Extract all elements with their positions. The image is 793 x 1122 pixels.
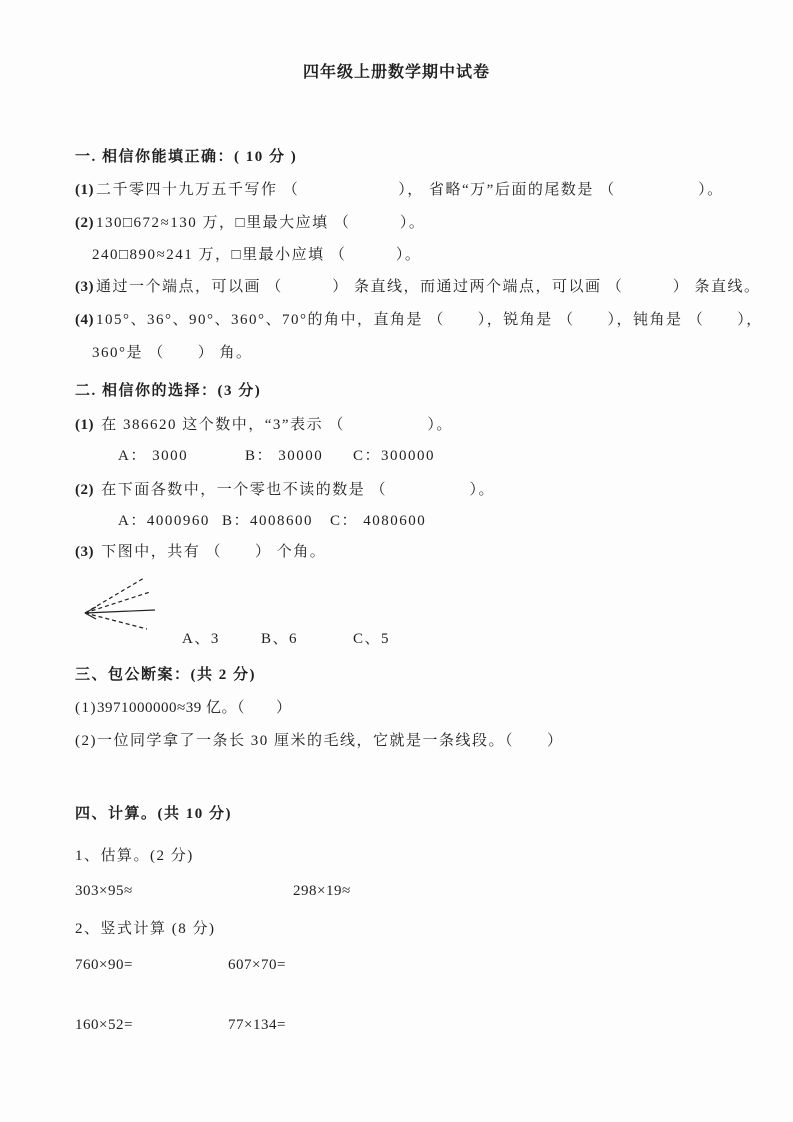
s2-question-1-options <box>0 447 793 465</box>
question-number: (2) <box>75 733 97 749</box>
estimation-problem-2: 298×19≈ <box>293 883 351 899</box>
option-c: C： 4080600 <box>330 513 427 529</box>
page-title: 四年级上册数学期中试卷 <box>302 64 490 81</box>
s4-subsection-1: 1、估算。(2 分) <box>75 848 194 864</box>
question-text: 一位同学拿了一条长 30 厘米的毛线，它就是一条线段。（ ） <box>97 733 564 749</box>
option-c: C、5 <box>353 631 391 647</box>
question-text: 3971000000≈39 亿。（ ） <box>97 700 292 716</box>
s3-question-1 <box>75 699 291 717</box>
section2-heading: 二. 相信你的选择：(3 分) <box>75 383 262 399</box>
s1-question-3 <box>75 278 761 296</box>
calc-problem-1: 760×90= <box>75 957 133 973</box>
s1-question-1 <box>75 181 724 199</box>
estimation-problems <box>0 882 793 900</box>
s3-question-2 <box>75 732 564 750</box>
question-text: 二千零四十九万五千写作 （ ）， 省略“万”后面的尾数是 （ ）。 <box>96 182 724 198</box>
ray-3 <box>85 610 155 613</box>
calc-problem-3: 160×52= <box>75 1017 133 1033</box>
s1-question-2-cont: 240□890≈241 万，□里最小应填 （ ）。 <box>92 247 422 263</box>
question-number: (3) <box>75 279 94 295</box>
s2-question-3 <box>75 543 326 561</box>
question-number: (3) <box>75 544 94 560</box>
question-text: 在 386620 这个数中，“3”表示 （ ）。 <box>101 417 453 433</box>
section4-heading: 四、计算。(共 10 分) <box>75 806 232 822</box>
s4-subsection-2: 2、竖式计算 (8 分) <box>75 921 216 937</box>
question-number: (1) <box>75 182 94 198</box>
question-number: (1) <box>75 700 97 716</box>
question-text: 105°、36°、90°、360°、70°的角中，直角是 （ ），锐角是 （ ），钝角是 （ ）， <box>96 312 763 328</box>
s1-question-4-cont: 360°是 （ ） 角。 <box>92 345 253 361</box>
calc-problem-4: 77×134= <box>228 1017 286 1033</box>
column-calc-row-2 <box>0 1016 793 1034</box>
option-b: B、6 <box>261 631 299 647</box>
option-c: C：300000 <box>353 448 436 464</box>
section3-heading: 三、包公断案：(共 2 分) <box>75 667 256 683</box>
option-a: A： 3000 <box>118 448 189 464</box>
estimation-problem-1: 303×95≈ <box>75 883 133 899</box>
option-b: B： 30000 <box>245 448 324 464</box>
option-a: A：4000960 <box>118 513 210 529</box>
option-b: B：4008600 <box>222 513 314 529</box>
s1-question-4 <box>75 311 763 329</box>
question-number: (2) <box>75 215 94 231</box>
question-text: 下图中，共有 （ ） 个角。 <box>101 544 327 560</box>
question-number: (4) <box>75 312 94 328</box>
s2-question-2 <box>75 481 495 499</box>
question-number: (2) <box>75 482 94 498</box>
s2-question-1 <box>75 416 453 434</box>
s2-question-3-options <box>0 630 793 648</box>
question-text: 130□672≈130 万，□里最大应填 （ ）。 <box>96 215 426 231</box>
ray-4 <box>85 613 147 629</box>
section1-heading: 一. 相信你能填正确：( 10 分 ) <box>75 149 298 165</box>
s1-question-2 <box>75 214 425 232</box>
question-number: (1) <box>75 417 94 433</box>
column-calc-row-1 <box>0 956 793 974</box>
calc-problem-2: 607×70= <box>228 957 286 973</box>
option-a: A、3 <box>182 631 220 647</box>
s2-question-2-options <box>0 512 793 530</box>
ray-2 <box>85 592 150 613</box>
question-text: 通过一个端点，可以画 （ ） 条直线，而通过两个端点，可以画 （ ） 条直线。 <box>96 279 761 295</box>
question-text: 在下面各数中，一个零也不读的数是 （ ）。 <box>101 482 496 498</box>
